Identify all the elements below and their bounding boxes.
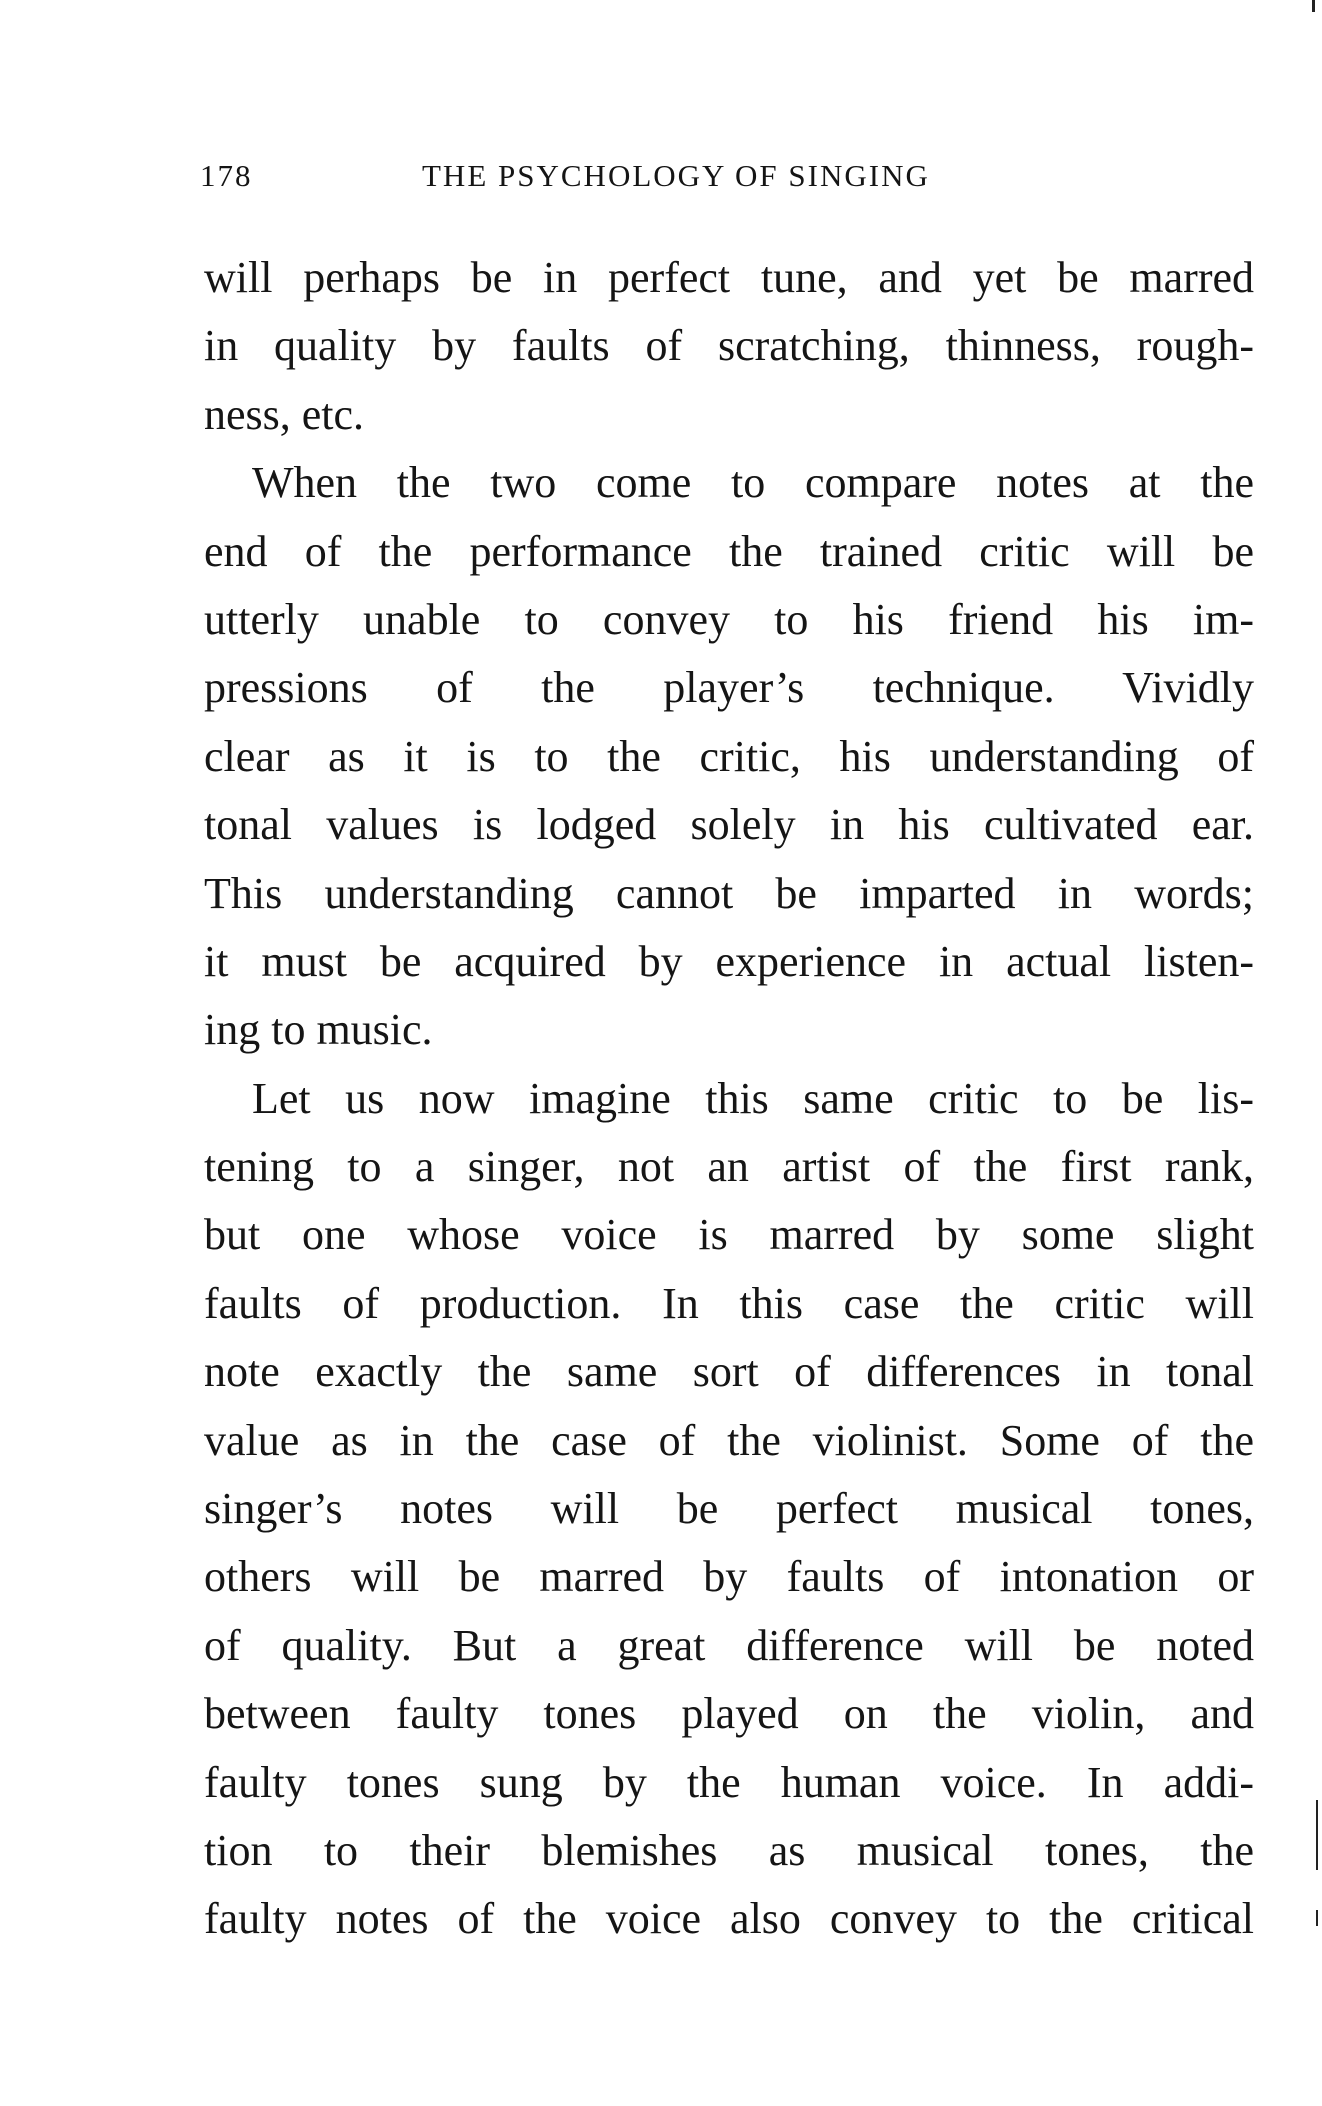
text-line: This understanding cannot be imparted in words; [204,868,1254,918]
text-line: faulty tones sung by the human voice. In addi- [204,1757,1254,1807]
text-line: singer’s notes will be perfect musical tones, [204,1484,1254,1534]
text-line: note exactly the same sort of differences in tonal [204,1347,1254,1397]
text-line: between faulty tones played on the violin, and [204,1689,1254,1739]
scan-edge-mark [1316,1910,1318,1926]
text-line: faulty notes of the voice also convey to the critical [204,1894,1254,1944]
text-line: value as in the case of the violinist. Some of the [204,1415,1254,1465]
text-line: end of the performance the trained critic will be [204,526,1254,576]
page-number: 178 [200,158,253,193]
text-line: utterly unable to convey to his friend his im- [204,594,1254,644]
text-line: pressions of the player’s technique. Vividly [204,663,1254,713]
text-line: ness, etc. [204,389,365,439]
text-line: tonal values is lodged solely in his cultivated ear. [204,800,1254,850]
text-line: it must be acquired by experience in actual listen- [204,936,1254,986]
text-line: others will be marred by faults of intonation or [204,1552,1254,1602]
text-line: Let us now imagine this same critic to be lis- [252,1073,1254,1123]
scan-edge-mark [1316,1800,1318,1870]
text-line: but one whose voice is marred by some slight [204,1210,1254,1260]
text-line: in quality by faults of scratching, thinness, rough- [204,321,1254,371]
text-line: faults of production. In this case the critic will [204,1278,1254,1328]
running-title: THE PSYCHOLOGY OF SINGING [422,158,930,193]
scan-edge-mark [1312,0,1315,12]
running-head [200,158,1250,202]
text-line: tion to their blemishes as musical tones, the [204,1825,1254,1875]
body-text [204,244,1254,1954]
text-line: will perhaps be in perfect tune, and yet be marred [204,253,1254,302]
text-line: of quality. But a great difference will be noted [204,1620,1254,1670]
text-line: tening to a singer, not an artist of the first rank, [204,1142,1254,1192]
text-line: When the two come to compare notes at the [252,458,1254,508]
text-line: clear as it is to the critic, his understanding of [204,731,1254,781]
text-line: ing to music. [204,1005,433,1055]
